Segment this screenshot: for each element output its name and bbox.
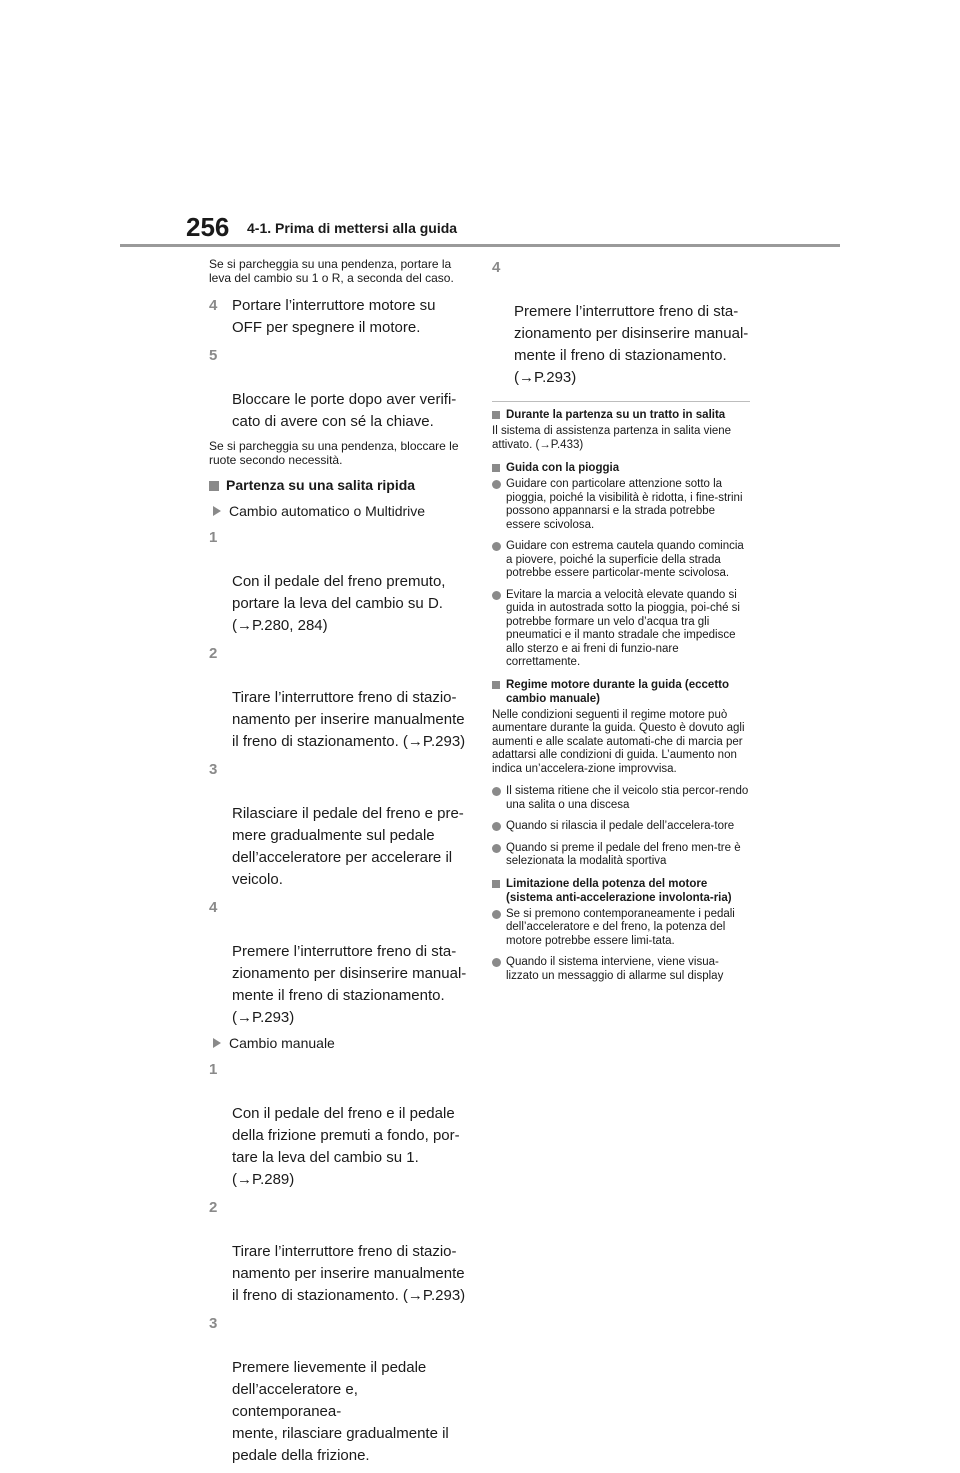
bullet-text: Quando si rilascia il pedale dell’accelera-tore	[506, 820, 735, 832]
step-number: 5	[209, 347, 218, 364]
triangle-bullet-icon	[213, 506, 221, 516]
power-bullet-1	[492, 908, 750, 949]
step-number: 1	[209, 529, 218, 546]
triangle-bullet-icon	[213, 1038, 221, 1048]
step-text: Portare l’interruttore motore su OFF per spegnere il motore.	[232, 297, 436, 336]
heading-text: Partenza su una salita ripida	[226, 477, 416, 493]
bullet-text: Quando il sistema interviene, viene visua-lizzato un messaggio di allarme sul display	[506, 956, 724, 982]
square-bullet-icon	[492, 880, 500, 888]
manual-step-3	[209, 1313, 467, 1467]
right-step-4	[492, 257, 750, 389]
engine-bullet-2	[492, 820, 750, 834]
step-5	[209, 345, 467, 433]
circle-bullet-icon	[492, 958, 501, 967]
step-number: 3	[209, 761, 218, 778]
manual-step-2	[209, 1197, 467, 1307]
engine-bullet-3	[492, 842, 750, 869]
step-number: 3	[209, 1315, 218, 1332]
info-rule	[492, 401, 750, 402]
step-number: 4	[209, 297, 218, 314]
section-heading	[209, 477, 467, 493]
circle-bullet-icon	[492, 591, 501, 600]
power-bullet-2	[492, 956, 750, 983]
subsection-automatic	[209, 503, 467, 519]
step-text: Bloccare le porte dopo aver verifi- cato di avere con sé la chiave.	[232, 391, 457, 430]
bullet-text: Quando si preme il pedale del freno men-tre è selezionata la modalità sportiva	[506, 841, 741, 867]
step-number: 4	[209, 899, 218, 916]
auto-step-1	[209, 527, 467, 637]
circle-bullet-icon	[492, 844, 501, 853]
bullet-text: Guidare con estrema cautela quando comincia a piovere, poiché la superficie della strada potrebbe essere particolar-mente scivolosa.	[506, 540, 744, 579]
square-bullet-icon	[492, 411, 500, 419]
heading-text: Limitazione della potenza del motore (sistema anti-accelerazione involonta-ria)	[506, 877, 732, 904]
square-bullet-icon	[209, 481, 219, 491]
heading-text: Durante la partenza su un tratto in salita	[506, 409, 726, 421]
info-heading-hill-start	[492, 408, 750, 422]
info-body: Il sistema di assistenza partenza in salita viene attivato. (→P.433)	[492, 425, 732, 451]
parking-note: Se si parcheggia su una pendenza, portare la leva del cambio su 1 o R, a seconda del caso.	[209, 257, 454, 285]
subsection-manual	[209, 1035, 467, 1051]
info-body: Nelle condizioni seguenti il regime motore può aumentare durante la guida. Questo è dovuto agli aumenti e alle scalate automati-che di marcia per adattarsi alle condizioni di guida. L’aumento non indica un’accelera-zione improvvisa.	[492, 708, 745, 775]
info-heading-power-limit	[492, 877, 750, 905]
step-text: Premere l’interruttore freno di sta- zionamento per disinserire manual- mente il freno di stazionamento. (→P.293)	[514, 303, 749, 386]
step-text: Tirare l’interruttore freno di stazio- namento per inserire manualmente il freno di stazionamento. (→P.293)	[232, 689, 466, 750]
right-column	[492, 257, 750, 991]
step-number: 4	[492, 259, 501, 276]
step-number: 1	[209, 1061, 218, 1078]
heading-text: Guida con la pioggia	[506, 462, 620, 474]
step-text: Con il pedale del freno premuto, portare la leva del cambio su D. (→P.280, 284)	[232, 573, 446, 634]
rain-bullet-3	[492, 589, 750, 670]
rain-bullet-1	[492, 478, 750, 532]
page-number: 256	[186, 212, 230, 242]
auto-step-4	[209, 897, 467, 1029]
step-text: Premere lievemente il pedale dell’acceleratore e, contemporanea- mente, rilasciare gradualmente il pedale della frizione.	[232, 1359, 449, 1464]
step-number: 2	[209, 645, 218, 662]
bullet-text: Se si premono contemporaneamente i pedali dell’acceleratore e del freno, la potenza del motore potrebbe essere limi-tata.	[506, 907, 735, 947]
step-text: Rilasciare il pedale del freno e pre- mere gradualmente sul pedale dell’acceleratore per accelerare il veicolo.	[232, 805, 464, 888]
bullet-text: Guidare con particolare attenzione sotto la pioggia, poiché la visibilità è ridotta, i fine-strini possono appannarsi e la strada potrebbe essere scivolosa.	[506, 478, 743, 531]
step-text: Tirare l’interruttore freno di stazio- namento per inserire manualmente il freno di stazionamento. (→P.293)	[232, 1243, 466, 1304]
circle-bullet-icon	[492, 822, 501, 831]
auto-step-3	[209, 759, 467, 891]
section-title: 4-1. Prima di mettersi alla guida	[247, 220, 458, 236]
rain-bullet-2	[492, 540, 750, 581]
circle-bullet-icon	[492, 542, 501, 551]
auto-step-2	[209, 643, 467, 753]
step-number: 2	[209, 1199, 218, 1216]
subsection-title: Cambio manuale	[229, 1035, 335, 1051]
bullet-text: Evitare la marcia a velocità elevate quando si guida in autostrada sotto la pioggia, poi-ché si potrebbe formare un velo d’acqua tra gli pneumatici e il manto stradale che impedisce allo sterzo e ai freni di funzio-nare correttamente.	[506, 588, 740, 668]
square-bullet-icon	[492, 681, 500, 689]
manual-step-1	[209, 1059, 467, 1191]
info-heading-engine-speed	[492, 678, 750, 706]
wheel-note: Se si parcheggia su una pendenza, bloccare le ruote secondo necessità.	[209, 439, 459, 467]
left-column	[209, 257, 467, 1473]
circle-bullet-icon	[492, 480, 501, 489]
circle-bullet-icon	[492, 910, 501, 919]
subsection-title: Cambio automatico o Multidrive	[229, 503, 426, 519]
engine-bullet-1	[492, 785, 750, 812]
square-bullet-icon	[492, 464, 500, 472]
header-rule	[120, 244, 840, 247]
info-heading-rain	[492, 461, 750, 475]
heading-text: Regime motore durante la guida (eccetto cambio manuale)	[506, 678, 730, 705]
step-text: Premere l’interruttore freno di sta- zionamento per disinserire manual- mente il freno di stazionamento. (→P.293)	[232, 943, 467, 1026]
step-4	[209, 295, 467, 339]
circle-bullet-icon	[492, 787, 501, 796]
step-text: Con il pedale del freno e il pedale della frizione premuti a fondo, por- tare la leva del cambio su 1. (→P.289)	[232, 1105, 460, 1188]
bullet-text: Il sistema ritiene che il veicolo stia percor-rendo una salita o una discesa	[506, 785, 749, 811]
